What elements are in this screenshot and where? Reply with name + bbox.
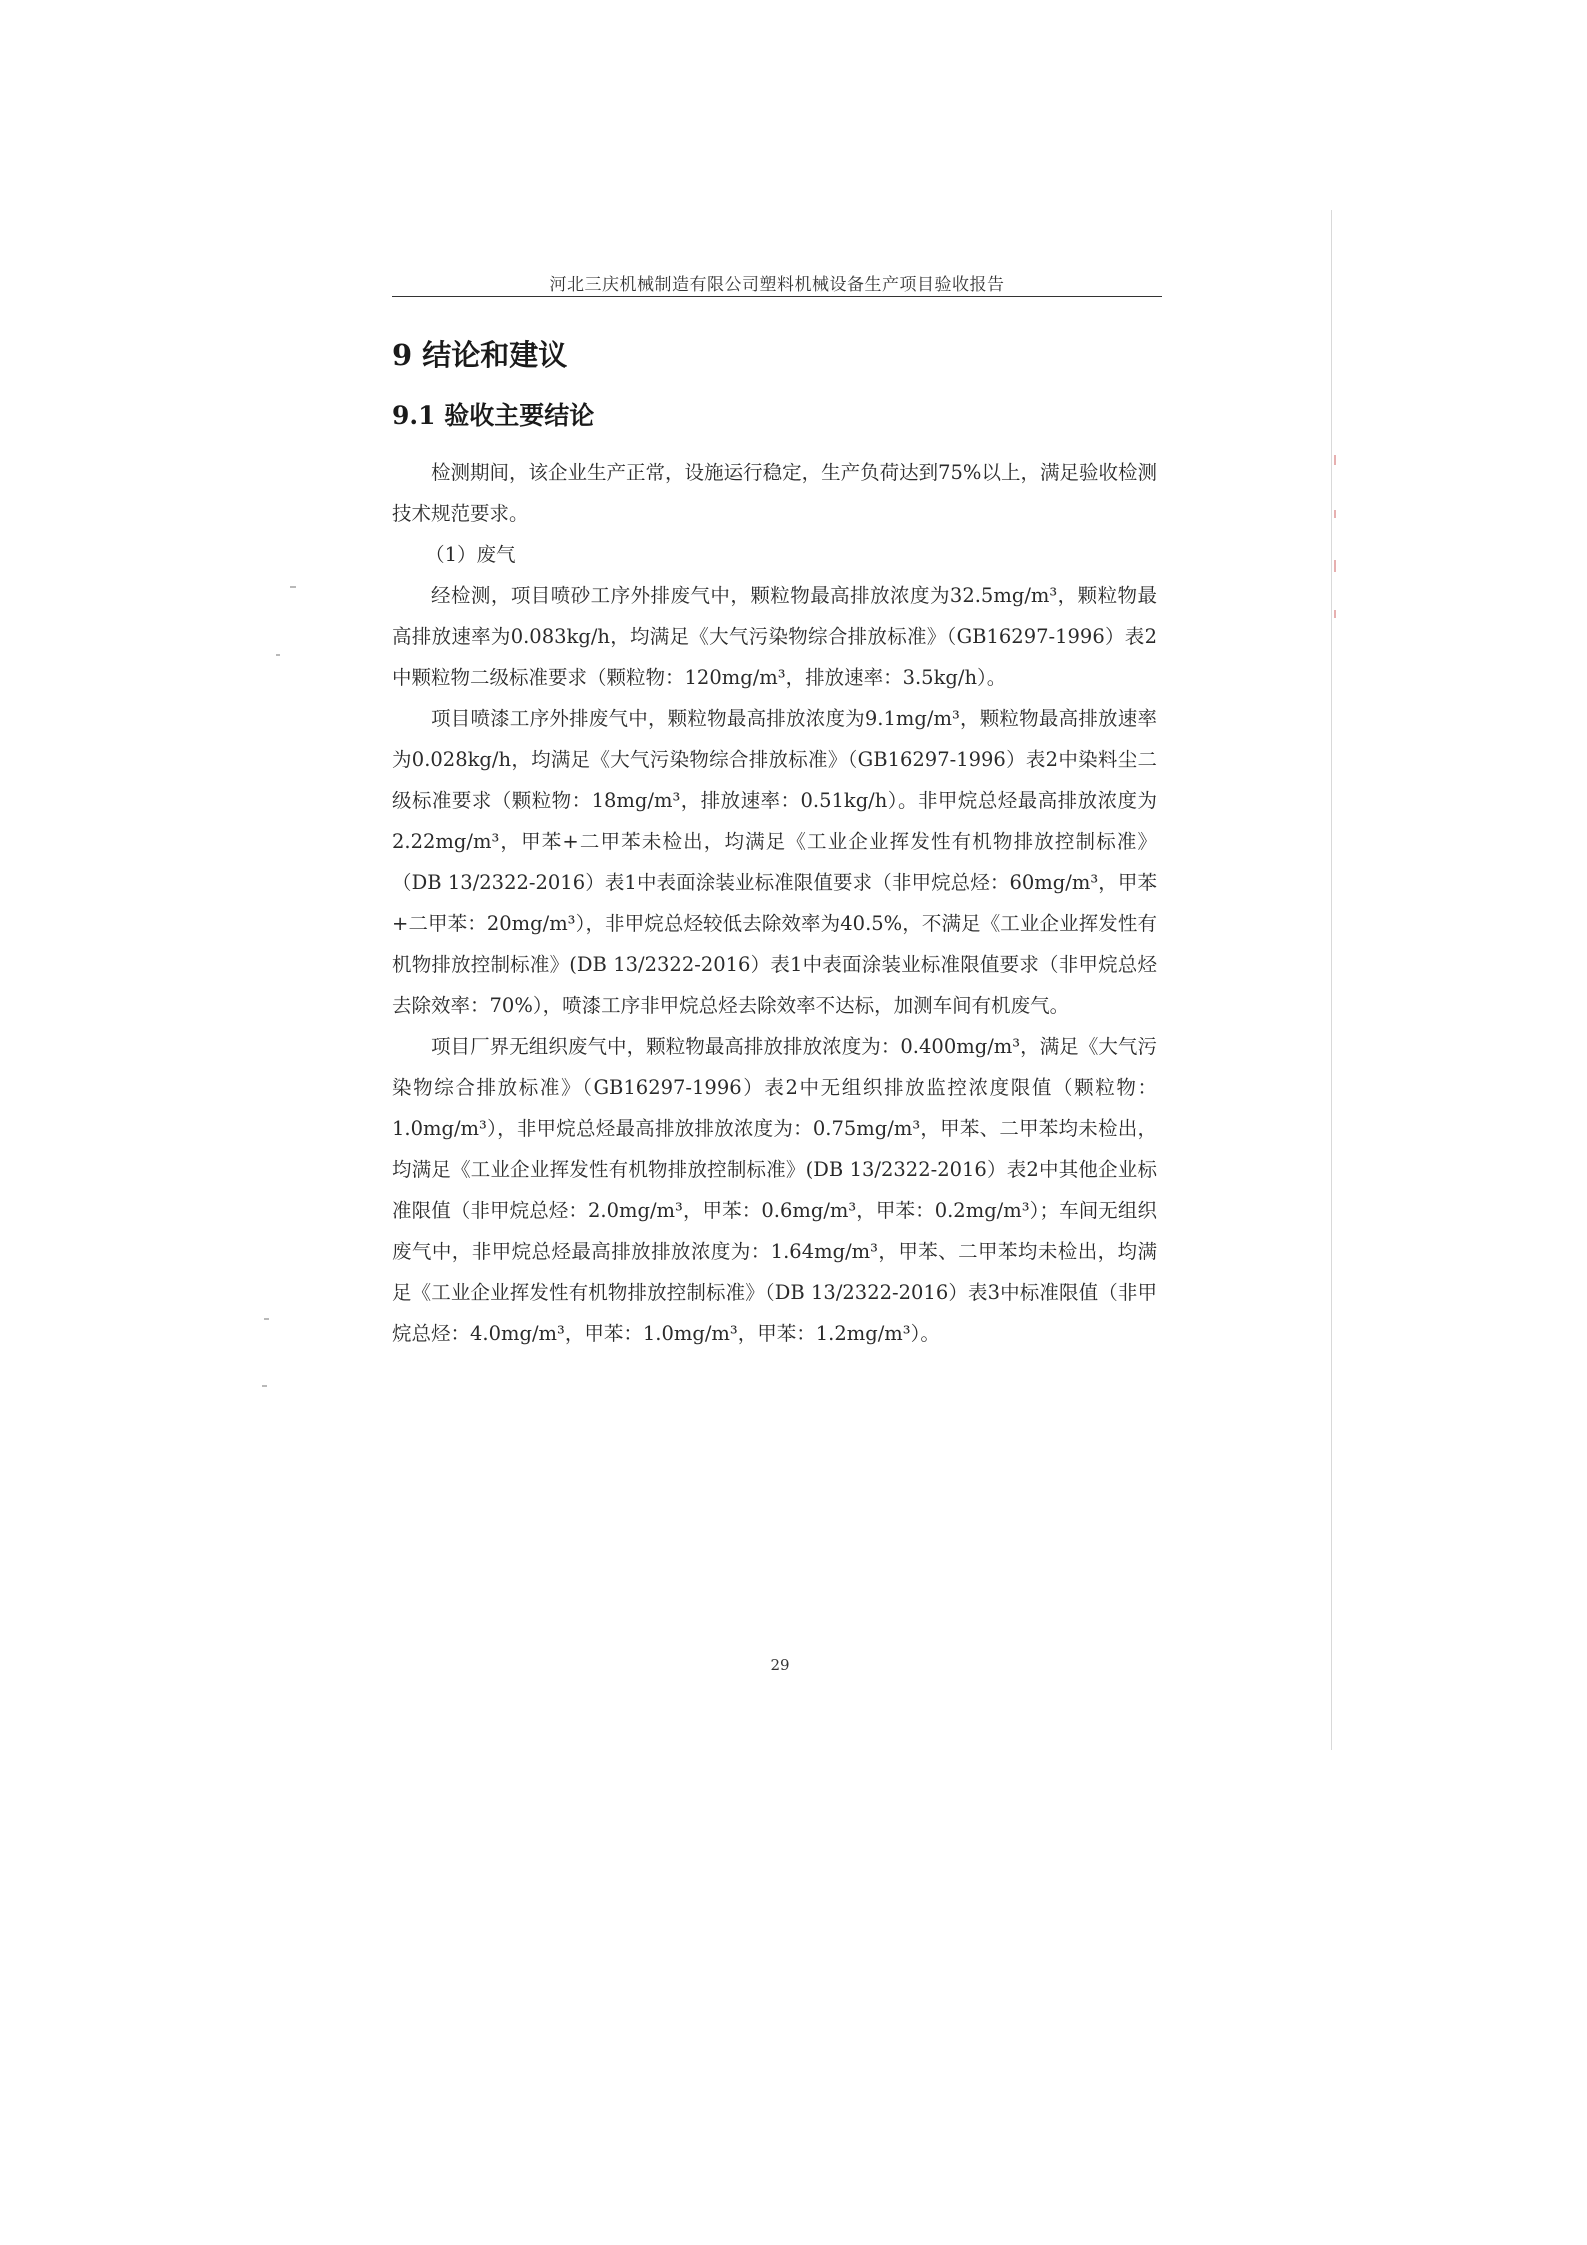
scan-mark xyxy=(1334,455,1336,465)
paragraph: 项目喷漆工序外排废气中，颗粒物最高排放浓度为9.1mg/m³，颗粒物最高排放速率为0.028kg/h，均满足《大气污染物综合排放标准》（GB16297-1996）表2中染料尘二级标准要求（颗粒物：18mg/m³，排放速率：0.51kg/h）。非甲烷总烃最高排放浓度为2.22mg/m³，甲苯+二甲苯未检出，均满足《工业企业挥发性有机物排放控制标准》（DB 13/2322-2016）表1中表面涂装业标准限值要求（非甲烷总烃：60mg/m³，甲苯+二甲苯：20mg/m³），非甲烷总烃较低去除效率为40.5%，不满足《工业企业挥发性有机物排放控制标准》(DB 13/2322-2016）表1中表面涂装业标准限值要求（非甲烷总烃去除效率：70%），喷漆工序非甲烷总烃去除效率不达标，加测车间有机废气。 xyxy=(392,707,1157,1017)
section-title: 9.1 验收主要结论 xyxy=(392,401,595,430)
paragraph: 项目厂界无组织废气中，颗粒物最高排放排放浓度为：0.400mg/m³，满足《大气污染物综合排放标准》（GB16297-1996）表2中无组织排放监控浓度限值（颗粒物：1.0mg/m³），非甲烷总烃最高排放排放浓度为：0.75mg/m³，甲苯、二甲苯均未检出，均满足《工业企业挥发性有机物排放控制标准》(DB 13/2322-2016）表2中其他企业标准限值（非甲烷总烃：2.0mg/m³，甲苯：0.6mg/m³，甲苯：0.2mg/m³）；车间无组织废气中，非甲烷总烃最高排放排放浓度为：1.64mg/m³，甲苯、二甲苯均未检出，均满足《工业企业挥发性有机物排放控制标准》（DB 13/2322-2016）表3中标准限值（非甲烷总烃：4.0mg/m³，甲苯：1.0mg/m³，甲苯：1.2mg/m³）。 xyxy=(392,1035,1157,1345)
header-rule xyxy=(392,296,1162,297)
body-text xyxy=(392,452,1157,1354)
chapter-title: 9 结论和建议 xyxy=(392,338,568,372)
scan-mark xyxy=(1334,510,1336,518)
scan-mark xyxy=(1334,560,1336,572)
paragraph: 经检测，项目喷砂工序外排废气中，颗粒物最高排放浓度为32.5mg/m³，颗粒物最高排放速率为0.083kg/h，均满足《大气污染物综合排放标准》（GB16297-1996）表2中颗粒物二级标准要求（颗粒物：120mg/m³，排放速率：3.5kg/h）。 xyxy=(392,584,1157,689)
scan-mark xyxy=(262,1385,267,1387)
page-edge-line xyxy=(1331,210,1332,1750)
paragraph: 检测期间，该企业生产正常，设施运行稳定，生产负荷达到75%以上，满足验收检测技术规范要求。 xyxy=(392,461,1157,525)
page-number: 29 xyxy=(770,1656,790,1674)
scan-mark xyxy=(276,654,280,656)
scan-mark xyxy=(290,586,296,588)
scan-mark xyxy=(1334,610,1336,618)
subheading-exhaust-gas: （1）废气 xyxy=(425,543,516,566)
running-header: 河北三庆机械制造有限公司塑料机械设备生产项目验收报告 xyxy=(549,275,1005,295)
scan-mark xyxy=(264,1318,269,1320)
